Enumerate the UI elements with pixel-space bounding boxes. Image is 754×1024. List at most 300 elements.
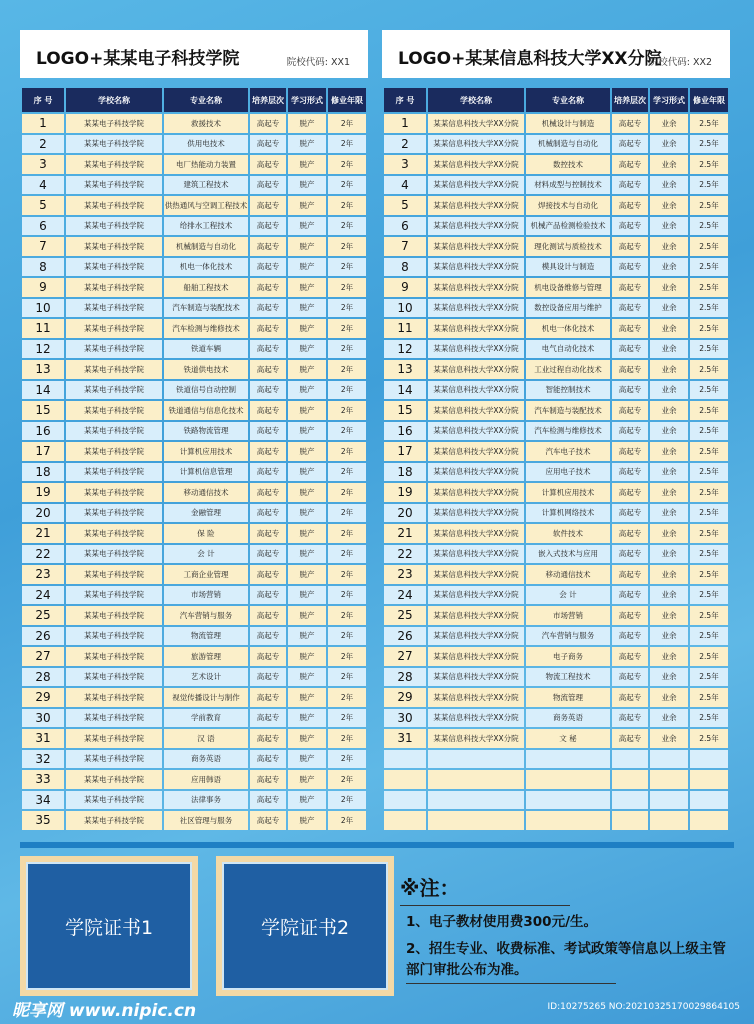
table-cell: 2年 (328, 463, 366, 482)
table-cell: 某某电子科技学院 (66, 688, 162, 707)
empty-cell (526, 791, 610, 810)
table-cell: 9 (384, 278, 426, 297)
table-row (22, 299, 366, 318)
table-cell: 8 (384, 258, 426, 277)
table-cell: 某某信息科技大学XX分院 (428, 196, 524, 215)
notes-divider (400, 905, 570, 906)
table-row (22, 422, 366, 441)
table-cell: 高起专 (612, 401, 648, 420)
table-row (384, 360, 728, 379)
table-cell: 某某电子科技学院 (66, 237, 162, 256)
table-row (384, 688, 728, 707)
table-cell: 脱产 (288, 299, 326, 318)
table-row (384, 381, 728, 400)
table-cell: 业余 (650, 422, 688, 441)
table-row (384, 340, 728, 359)
table-cell: 2年 (328, 729, 366, 748)
table-row (384, 237, 728, 256)
table-cell: 业余 (650, 401, 688, 420)
table-cell: 11 (22, 319, 64, 338)
table-row (22, 114, 366, 133)
table-cell: 2.5年 (690, 155, 728, 174)
table-cell: 9 (22, 278, 64, 297)
table-cell: 某某信息科技大学XX分院 (428, 299, 524, 318)
table-cell: 23 (384, 565, 426, 584)
table-cell: 高起专 (612, 688, 648, 707)
table-cell: 会 计 (526, 586, 610, 605)
table-cell: 高起专 (250, 422, 286, 441)
table-cell: 某某电子科技学院 (66, 381, 162, 400)
table-cell: 某某电子科技学院 (66, 770, 162, 789)
table-cell: 17 (22, 442, 64, 461)
table-cell: 高起专 (250, 442, 286, 461)
table-cell: 25 (22, 606, 64, 625)
table-cell: 高起专 (250, 565, 286, 584)
table-cell: 31 (384, 729, 426, 748)
table-cell: 汽车电子技术 (526, 442, 610, 461)
table-cell: 脱产 (288, 463, 326, 482)
table-cell: 脱产 (288, 135, 326, 154)
empty-cell (612, 750, 648, 769)
table-row (22, 524, 366, 543)
table-row (22, 360, 366, 379)
table-cell: 高起专 (250, 278, 286, 297)
table-cell: 高起专 (612, 524, 648, 543)
certificate-2: 学院证书2 (222, 862, 388, 990)
table-cell: 某某电子科技学院 (66, 606, 162, 625)
table-cell: 28 (22, 668, 64, 687)
table-cell: 业余 (650, 360, 688, 379)
table-cell: 某某信息科技大学XX分院 (428, 258, 524, 277)
table-cell: 10 (22, 299, 64, 318)
table-cell: 机械产品检测检验技术 (526, 217, 610, 236)
table-row (22, 401, 366, 420)
table-cell: 15 (22, 401, 64, 420)
table-cell: 2.5年 (690, 422, 728, 441)
table-cell: 脱产 (288, 586, 326, 605)
table-cell: 会 计 (164, 545, 248, 564)
empty-cell (384, 791, 426, 810)
table-cell: 某某信息科技大学XX分院 (428, 422, 524, 441)
table-cell: 2年 (328, 586, 366, 605)
table-cell: 高起专 (250, 237, 286, 256)
table-cell: 高起专 (250, 483, 286, 502)
table-cell: 2年 (328, 299, 366, 318)
table-cell: 某某信息科技大学XX分院 (428, 627, 524, 646)
table-cell: 2.5年 (690, 729, 728, 748)
table-cell: 金融管理 (164, 504, 248, 523)
table-cell: 脱产 (288, 688, 326, 707)
table-cell: 市场营销 (164, 586, 248, 605)
table-cell: 2年 (328, 196, 366, 215)
empty-cell (428, 811, 524, 830)
notes-heading: ※注： (400, 876, 460, 900)
table-cell: 脱产 (288, 811, 326, 830)
table-cell: 嵌入式技术与应用 (526, 545, 610, 564)
table-cell: 某某信息科技大学XX分院 (428, 278, 524, 297)
table-cell: 某某信息科技大学XX分院 (428, 463, 524, 482)
right-title-bar (382, 30, 730, 78)
table-cell: 2年 (328, 811, 366, 830)
table-cell: 2.5年 (690, 319, 728, 338)
table-cell: 汽车检测与维修技术 (526, 422, 610, 441)
table-cell: 14 (22, 381, 64, 400)
empty-cell (428, 770, 524, 789)
table-cell: 高起专 (250, 668, 286, 687)
table-cell: 业余 (650, 217, 688, 236)
table-cell: 社区管理与服务 (164, 811, 248, 830)
table-row (384, 422, 728, 441)
right-header-1: 学校名称 (428, 88, 524, 112)
table-cell: 业余 (650, 319, 688, 338)
table-row (384, 709, 728, 728)
table-cell: 2年 (328, 504, 366, 523)
table-cell: 建筑工程技术 (164, 176, 248, 195)
table-cell: 15 (384, 401, 426, 420)
table-cell: 2年 (328, 401, 366, 420)
table-cell: 高起专 (612, 422, 648, 441)
table-cell: 30 (22, 709, 64, 728)
table-cell: 计算机信息管理 (164, 463, 248, 482)
table-cell: 某某电子科技学院 (66, 463, 162, 482)
table-cell: 高起专 (612, 606, 648, 625)
table-cell: 高起专 (612, 114, 648, 133)
table-cell: 某某电子科技学院 (66, 647, 162, 666)
table-row (384, 586, 728, 605)
table-cell: 高起专 (612, 545, 648, 564)
table-cell: 高起专 (250, 381, 286, 400)
table-cell: 20 (22, 504, 64, 523)
table-row (384, 401, 728, 420)
table-cell: 视觉传播设计与制作 (164, 688, 248, 707)
table-cell: 材料成型与控制技术 (526, 176, 610, 195)
table-cell: 铁道供电技术 (164, 360, 248, 379)
table-cell: 脱产 (288, 791, 326, 810)
right-header-5: 修业年限 (690, 88, 728, 112)
table-cell: 2年 (328, 258, 366, 277)
table-cell: 2.5年 (690, 504, 728, 523)
table-cell: 电子商务 (526, 647, 610, 666)
table-row (22, 770, 366, 789)
table-cell: 高起专 (612, 360, 648, 379)
empty-cell (526, 770, 610, 789)
right-school-panel (382, 30, 730, 832)
table-cell: 21 (22, 524, 64, 543)
table-cell: 高起专 (250, 176, 286, 195)
table-cell: 2.5年 (690, 586, 728, 605)
table-cell: 2.5年 (690, 217, 728, 236)
table-cell: 高起专 (250, 750, 286, 769)
table-cell: 某某信息科技大学XX分院 (428, 217, 524, 236)
table-row (384, 319, 728, 338)
table-cell: 高起专 (612, 442, 648, 461)
empty-cell (690, 770, 728, 789)
table-cell: 高起专 (612, 627, 648, 646)
table-row (384, 176, 728, 195)
table-cell: 学前教育 (164, 709, 248, 728)
table-cell: 27 (384, 647, 426, 666)
table-cell: 高起专 (250, 524, 286, 543)
table-cell: 计算机应用技术 (526, 483, 610, 502)
table-cell: 2年 (328, 176, 366, 195)
table-cell: 高起专 (612, 586, 648, 605)
table-cell: 市场营销 (526, 606, 610, 625)
table-cell: 脱产 (288, 258, 326, 277)
table-cell: 某某电子科技学院 (66, 811, 162, 830)
table-cell: 业余 (650, 237, 688, 256)
table-cell: 某某电子科技学院 (66, 319, 162, 338)
table-cell: 机械制造与自动化 (526, 135, 610, 154)
right-header-4: 学习形式 (650, 88, 688, 112)
table-cell: 2年 (328, 340, 366, 359)
table-cell: 物流工程技术 (526, 668, 610, 687)
table-cell: 33 (22, 770, 64, 789)
table-cell: 2.5年 (690, 237, 728, 256)
table-row (384, 606, 728, 625)
table-cell: 汽车营销与服务 (164, 606, 248, 625)
table-cell: 29 (384, 688, 426, 707)
table-cell: 机电一体化技术 (526, 319, 610, 338)
table-cell: 某某信息科技大学XX分院 (428, 504, 524, 523)
table-row (384, 135, 728, 154)
table-cell: 某某信息科技大学XX分院 (428, 545, 524, 564)
table-cell: 汽车检测与维修技术 (164, 319, 248, 338)
table-cell: 脱产 (288, 155, 326, 174)
table-cell: 艺术设计 (164, 668, 248, 687)
table-cell: 高起专 (612, 176, 648, 195)
table-cell: 脱产 (288, 381, 326, 400)
table-cell: 脱产 (288, 565, 326, 584)
table-cell: 电厂热能动力装置 (164, 155, 248, 174)
table-cell: 某某电子科技学院 (66, 627, 162, 646)
table-cell: 高起专 (250, 360, 286, 379)
table-cell: 2.5年 (690, 360, 728, 379)
table-cell: 某某信息科技大学XX分院 (428, 729, 524, 748)
table-cell: 2年 (328, 750, 366, 769)
table-cell: 2年 (328, 647, 366, 666)
table-cell: 某某信息科技大学XX分院 (428, 565, 524, 584)
table-row (384, 647, 728, 666)
table-cell: 2年 (328, 422, 366, 441)
table-cell: 高起专 (250, 155, 286, 174)
table-cell: 高起专 (612, 381, 648, 400)
table-cell: 高起专 (612, 463, 648, 482)
table-cell: 2年 (328, 360, 366, 379)
left-school-code: 院校代码: XX1 (286, 57, 350, 68)
table-row (22, 606, 366, 625)
table-cell: 16 (22, 422, 64, 441)
table-cell: 2.5年 (690, 278, 728, 297)
table-cell: 某某信息科技大学XX分院 (428, 340, 524, 359)
table-cell: 保 险 (164, 524, 248, 543)
table-cell: 2.5年 (690, 688, 728, 707)
table-cell: 2.5年 (690, 176, 728, 195)
table-row (22, 729, 366, 748)
table-cell: 某某电子科技学院 (66, 668, 162, 687)
table-cell: 2年 (328, 483, 366, 502)
table-cell: 脱产 (288, 750, 326, 769)
table-row (384, 114, 728, 133)
table-cell: 35 (22, 811, 64, 830)
divider-strip (20, 842, 734, 848)
table-cell: 高起专 (250, 545, 286, 564)
left-header-1: 学校名称 (66, 88, 162, 112)
table-cell: 5 (22, 196, 64, 215)
empty-cell (612, 770, 648, 789)
table-row (384, 504, 728, 523)
table-cell: 某某电子科技学院 (66, 299, 162, 318)
table-row (384, 483, 728, 502)
table-cell: 高起专 (250, 811, 286, 830)
table-cell: 2.5年 (690, 135, 728, 154)
table-cell: 某某信息科技大学XX分院 (428, 360, 524, 379)
table-cell: 高起专 (612, 709, 648, 728)
table-cell: 供用电技术 (164, 135, 248, 154)
table-cell: 旅游管理 (164, 647, 248, 666)
table-row (22, 811, 366, 830)
table-row (22, 504, 366, 523)
table-cell: 高起专 (612, 729, 648, 748)
table-cell: 3 (384, 155, 426, 174)
table-cell: 2.5年 (690, 340, 728, 359)
table-cell: 某某信息科技大学XX分院 (428, 668, 524, 687)
table-cell: 3 (22, 155, 64, 174)
empty-cell (650, 750, 688, 769)
table-cell: 高起专 (250, 627, 286, 646)
table-row (22, 442, 366, 461)
table-cell: 6 (384, 217, 426, 236)
table-cell: 13 (384, 360, 426, 379)
table-cell: 6 (22, 217, 64, 236)
right-header-2: 专业名称 (526, 88, 610, 112)
table-row (384, 750, 728, 769)
table-cell: 19 (22, 483, 64, 502)
empty-cell (526, 750, 610, 769)
table-cell: 某某电子科技学院 (66, 401, 162, 420)
table-cell: 28 (384, 668, 426, 687)
table-cell: 2.5年 (690, 442, 728, 461)
table-cell: 2年 (328, 135, 366, 154)
table-cell: 2年 (328, 442, 366, 461)
table-cell: 30 (384, 709, 426, 728)
table-cell: 2.5年 (690, 483, 728, 502)
table-cell: 脱产 (288, 668, 326, 687)
table-cell: 2年 (328, 709, 366, 728)
empty-cell (526, 811, 610, 830)
table-row (22, 750, 366, 769)
table-cell: 2年 (328, 381, 366, 400)
table-cell: 脱产 (288, 770, 326, 789)
table-cell: 供热通风与空调工程技术 (164, 196, 248, 215)
table-cell: 脱产 (288, 647, 326, 666)
table-cell: 13 (22, 360, 64, 379)
empty-cell (690, 791, 728, 810)
table-cell: 2年 (328, 278, 366, 297)
table-cell: 业余 (650, 258, 688, 277)
table-cell: 某某信息科技大学XX分院 (428, 483, 524, 502)
table-cell: 业余 (650, 668, 688, 687)
table-cell: 19 (384, 483, 426, 502)
certificate-1-frame (20, 856, 198, 996)
table-row (384, 524, 728, 543)
table-cell: 工商企业管理 (164, 565, 248, 584)
table-cell: 汽车制造与装配技术 (164, 299, 248, 318)
table-row (22, 237, 366, 256)
table-cell: 2.5年 (690, 114, 728, 133)
table-row (384, 811, 728, 830)
table-cell: 2.5年 (690, 709, 728, 728)
table-cell: 高起专 (612, 196, 648, 215)
table-cell: 1 (384, 114, 426, 133)
table-cell: 1 (22, 114, 64, 133)
table-cell: 脱产 (288, 483, 326, 502)
table-cell: 29 (22, 688, 64, 707)
table-cell: 2.5年 (690, 401, 728, 420)
left-header-5: 修业年限 (328, 88, 366, 112)
empty-cell (650, 811, 688, 830)
table-cell: 高起专 (250, 586, 286, 605)
table-cell: 脱产 (288, 504, 326, 523)
table-cell: 某某电子科技学院 (66, 217, 162, 236)
table-row (22, 709, 366, 728)
empty-cell (650, 770, 688, 789)
table-cell: 5 (384, 196, 426, 215)
table-cell: 2年 (328, 319, 366, 338)
table-cell: 2年 (328, 114, 366, 133)
table-cell: 业余 (650, 196, 688, 215)
table-cell: 8 (22, 258, 64, 277)
table-cell: 2.5年 (690, 381, 728, 400)
table-cell: 脱产 (288, 196, 326, 215)
table-cell: 25 (384, 606, 426, 625)
table-cell: 高起专 (250, 647, 286, 666)
table-cell: 某某信息科技大学XX分院 (428, 524, 524, 543)
table-cell: 高起专 (612, 483, 648, 502)
table-cell: 某某电子科技学院 (66, 709, 162, 728)
table-cell: 2.5年 (690, 647, 728, 666)
table-cell: 2年 (328, 688, 366, 707)
table-cell: 22 (384, 545, 426, 564)
table-cell: 26 (384, 627, 426, 646)
table-cell: 4 (384, 176, 426, 195)
table-cell: 高起专 (612, 647, 648, 666)
table-cell: 17 (384, 442, 426, 461)
table-cell: 业余 (650, 688, 688, 707)
table-cell: 某某信息科技大学XX分院 (428, 401, 524, 420)
table-cell: 移动通信技术 (526, 565, 610, 584)
empty-cell (384, 770, 426, 789)
table-cell: 高起专 (250, 729, 286, 748)
right-school-code: 院校代码: XX2 (648, 57, 712, 68)
note-item-1: 1、电子教材使用费300元/生。 (406, 914, 598, 930)
right-major-table (382, 86, 730, 832)
table-cell: 高起专 (250, 319, 286, 338)
table-cell: 某某电子科技学院 (66, 278, 162, 297)
empty-cell (428, 750, 524, 769)
table-cell: 计算机网络技术 (526, 504, 610, 523)
table-cell: 高起专 (250, 217, 286, 236)
table-cell: 2.5年 (690, 565, 728, 584)
table-cell: 机械设计与制造 (526, 114, 610, 133)
table-cell: 高起专 (612, 504, 648, 523)
table-row (384, 278, 728, 297)
table-row (22, 176, 366, 195)
table-cell: 业余 (650, 381, 688, 400)
table-cell: 给排水工程技术 (164, 217, 248, 236)
table-cell: 高起专 (250, 688, 286, 707)
table-cell: 某某电子科技学院 (66, 176, 162, 195)
table-cell: 某某电子科技学院 (66, 258, 162, 277)
